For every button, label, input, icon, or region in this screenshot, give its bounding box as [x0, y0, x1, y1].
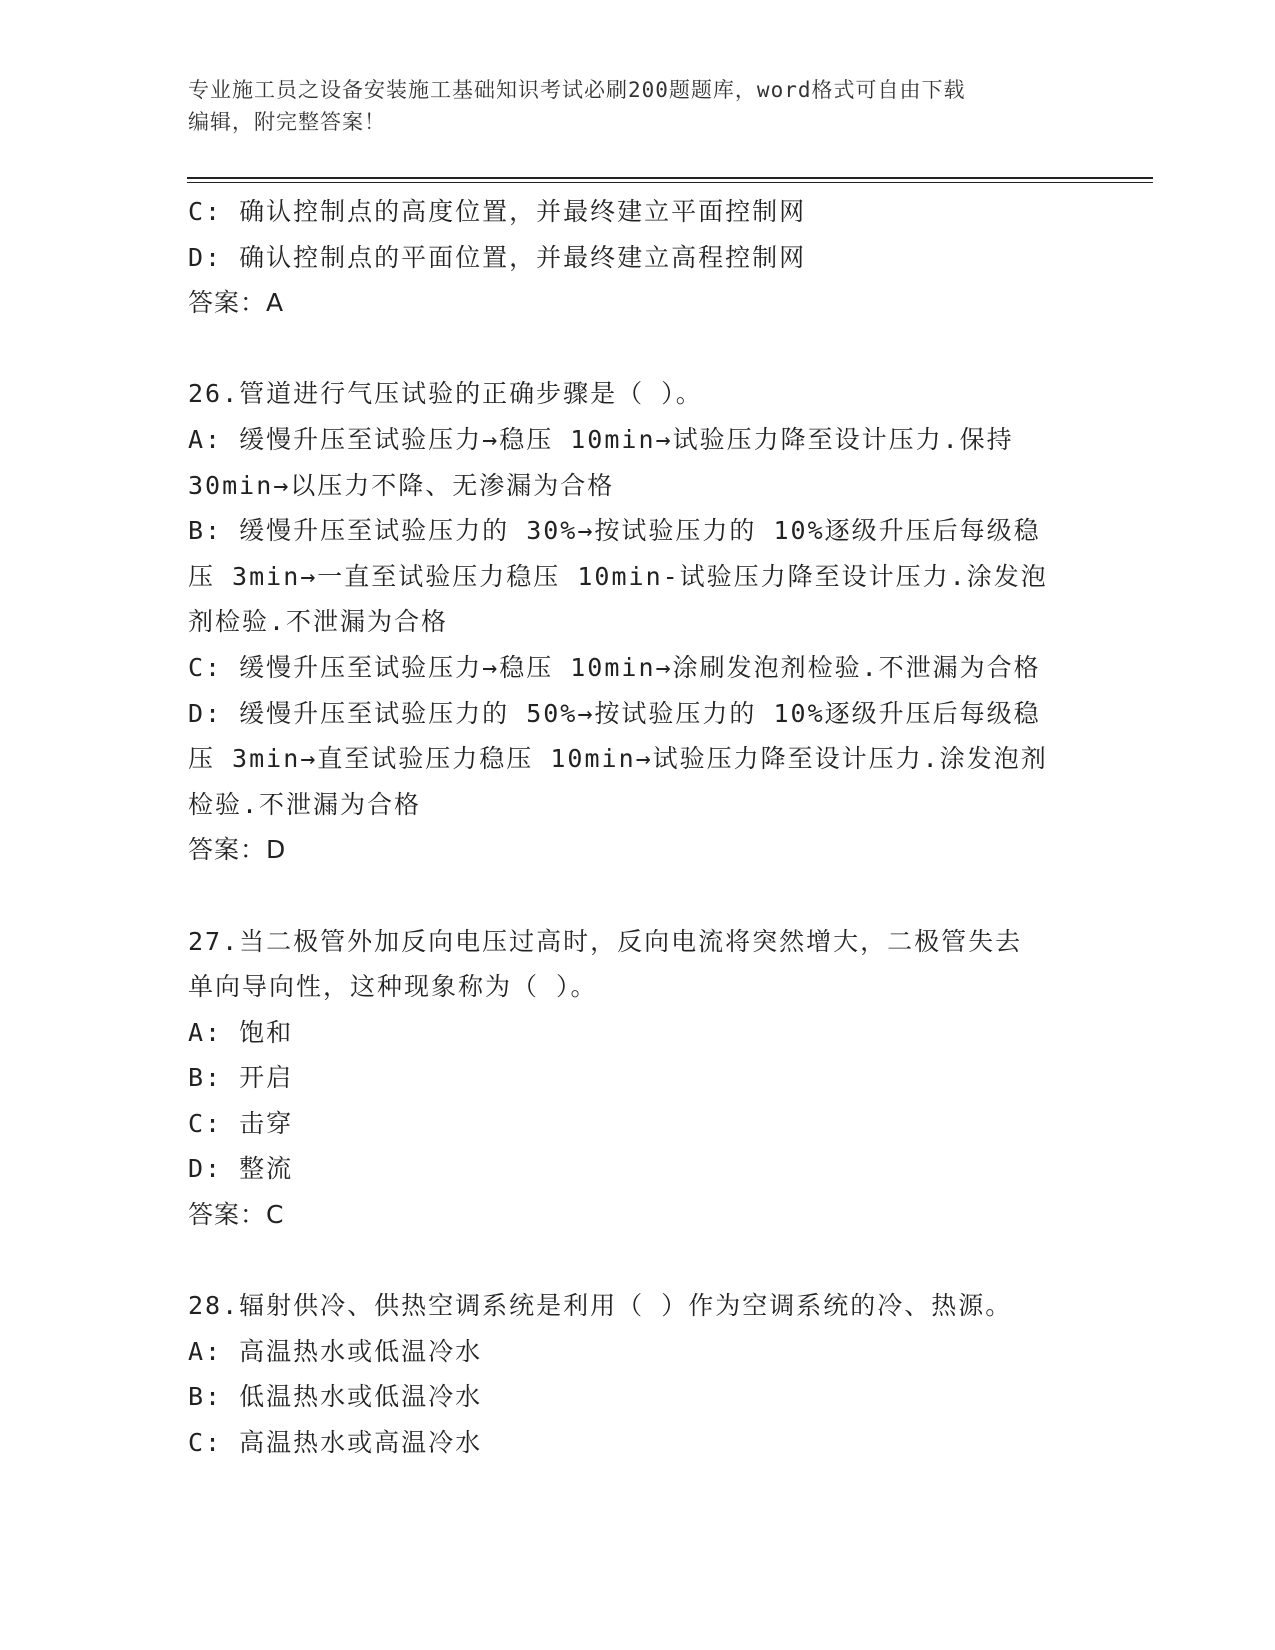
question-26-block	[188, 371, 1088, 873]
question-27-block	[188, 919, 1088, 1238]
question-text: 28.辐射供冷、供热空调系统是利用（ ）作为空调系统的冷、热源。	[188, 1291, 1013, 1321]
option-b-line-3: 剂检验.不泄漏为合格	[188, 607, 449, 637]
option-b-line-2: 压 3min→一直至试验压力稳压 10min-试验压力降至设计压力.涂发泡	[188, 561, 1048, 591]
option-a-line-2: 30min→以压力不降、无渗漏为合格	[188, 470, 615, 500]
option-b: B: 低温热水或低温冷水	[188, 1382, 483, 1412]
question-text: 26.管道进行气压试验的正确步骤是（ ）。	[188, 379, 703, 409]
option-c: C: 高温热水或高温冷水	[188, 1428, 483, 1458]
question-28-block	[188, 1283, 1088, 1465]
header-title-line-1: 专业施工员之设备安装施工基础知识考试必刷200题题库，word格式可自由下载	[188, 78, 966, 102]
document-body	[188, 189, 1088, 1466]
option-d: D: 确认控制点的平面位置，并最终建立高程控制网	[188, 242, 807, 272]
document-header	[188, 74, 1068, 138]
option-b-line-1: B: 缓慢升压至试验压力的 30%→按试验压力的 10%逐级升压后每级稳	[188, 516, 1041, 546]
question-25-block	[188, 189, 1088, 326]
option-d-line-3: 检验.不泄漏为合格	[188, 789, 422, 819]
option-a: A: 饱和	[188, 1017, 294, 1047]
answer-line: 答案：D	[188, 835, 287, 865]
option-c: C: 确认控制点的高度位置，并最终建立平面控制网	[188, 197, 807, 226]
option-c: C: 击穿	[188, 1108, 294, 1138]
spacer	[188, 326, 1088, 372]
option-d: D: 整流	[188, 1154, 294, 1184]
question-text-line-1: 27.当二极管外加反向电压过高时，反向电流将突然增大，二极管失去	[188, 926, 1023, 956]
option-a-line-1: A: 缓慢升压至试验压力→稳压 10min→试验压力降至设计压力.保持	[188, 424, 1014, 454]
header-divider-thick	[187, 177, 1153, 179]
header-divider-thin	[187, 182, 1153, 183]
spacer	[188, 1238, 1088, 1284]
option-b: B: 开启	[188, 1063, 294, 1093]
option-a: A: 高温热水或低温冷水	[188, 1336, 483, 1366]
option-c: C: 缓慢升压至试验压力→稳压 10min→涂刷发泡剂检验.不泄漏为合格	[188, 652, 1041, 682]
header-title-line-2: 编辑，附完整答案！	[188, 110, 386, 134]
question-text-line-2: 单向导向性，这种现象称为（ ）。	[188, 972, 598, 1002]
answer-line: 答案：A	[188, 288, 285, 318]
spacer	[188, 873, 1088, 919]
option-d-line-2: 压 3min→直至试验压力稳压 10min→试验压力降至设计压力.涂发泡剂	[188, 744, 1048, 774]
answer-line: 答案：C	[188, 1200, 285, 1230]
option-d-line-1: D: 缓慢升压至试验压力的 50%→按试验压力的 10%逐级升压后每级稳	[188, 698, 1041, 728]
